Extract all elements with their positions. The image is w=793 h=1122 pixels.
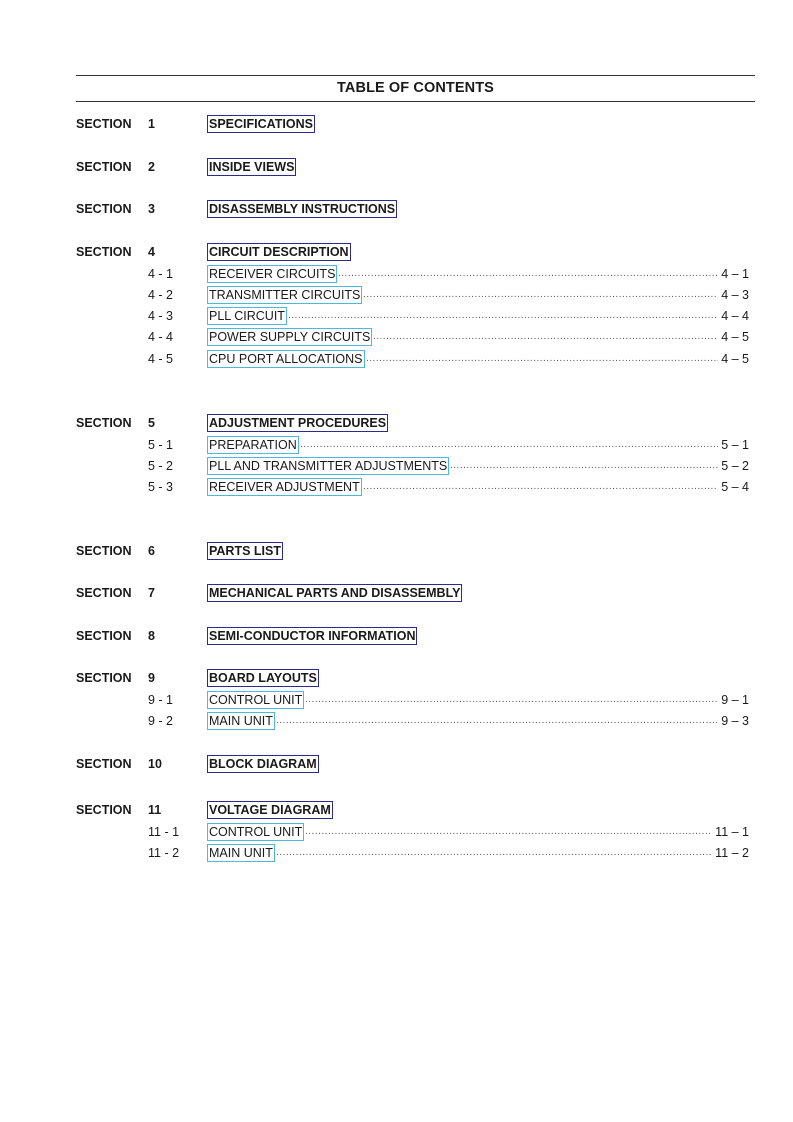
- entry-number: 11 - 1: [148, 824, 180, 839]
- entry-number: 5 - 3: [148, 480, 174, 495]
- section-number: 11: [148, 803, 162, 817]
- entry-page-number: 9 – 1: [721, 692, 749, 707]
- section-link[interactable]: BOARD LAYOUTS: [209, 671, 317, 685]
- entry-number: 11 - 2: [148, 845, 180, 860]
- section-number: 9: [148, 671, 155, 685]
- section-label: SECTION: [76, 202, 132, 216]
- section-number: 4: [148, 245, 155, 259]
- section-label: SECTION: [76, 245, 132, 259]
- dot-leader: [363, 479, 718, 495]
- section-link[interactable]: MECHANICAL PARTS AND DISASSEMBLY: [209, 586, 461, 600]
- section-number: 8: [148, 629, 155, 643]
- dot-leader: [288, 308, 718, 324]
- dot-leader: [450, 458, 718, 474]
- section-label: SECTION: [76, 117, 132, 131]
- toc-entry: [0, 266, 793, 282]
- entry-number: 4 - 4: [148, 330, 174, 345]
- entry-number: 9 - 1: [148, 692, 174, 707]
- section-number: 5: [148, 416, 155, 430]
- entry-page-number: 4 – 1: [721, 266, 749, 281]
- section-label: SECTION: [76, 544, 132, 558]
- section-link[interactable]: PARTS LIST: [209, 544, 281, 558]
- section-number: 10: [148, 757, 162, 771]
- entry-link[interactable]: CONTROL UNIT: [209, 692, 303, 707]
- entry-link[interactable]: TRANSMITTER CIRCUITS: [209, 287, 361, 302]
- dot-leader: [373, 329, 718, 345]
- dot-leader: [276, 845, 712, 861]
- dot-leader: [276, 713, 718, 729]
- section-label: SECTION: [76, 803, 132, 817]
- entry-page-number: 4 – 3: [721, 287, 749, 302]
- dot-leader: [300, 437, 718, 453]
- entry-link[interactable]: MAIN UNIT: [209, 713, 273, 728]
- dot-leader: [366, 351, 718, 367]
- toc-entry: [0, 458, 793, 474]
- section-number: 3: [148, 202, 155, 216]
- section-label: SECTION: [76, 757, 132, 771]
- entry-link[interactable]: CONTROL UNIT: [209, 824, 303, 839]
- section-number: 6: [148, 544, 155, 558]
- entry-page-number: 11 – 1: [715, 824, 749, 839]
- section-number: 2: [148, 160, 155, 174]
- toc-entry: [0, 824, 793, 840]
- entry-page-number: 5 – 4: [721, 480, 749, 495]
- top-rule: [76, 75, 755, 76]
- section-link[interactable]: DISASSEMBLY INSTRUCTIONS: [209, 202, 396, 216]
- toc-entry: [0, 351, 793, 367]
- section-link[interactable]: CIRCUIT DESCRIPTION: [209, 245, 349, 259]
- dot-leader: [305, 692, 718, 708]
- entry-link[interactable]: RECEIVER CIRCUITS: [209, 266, 336, 281]
- section-link[interactable]: SPECIFICATIONS: [209, 117, 313, 131]
- entry-page-number: 4 – 5: [721, 330, 749, 345]
- section-number: 1: [148, 117, 155, 131]
- toc-entry: [0, 845, 793, 861]
- toc-entry: [0, 437, 793, 453]
- section-label: SECTION: [76, 671, 132, 685]
- entry-number: 4 - 2: [148, 287, 174, 302]
- dot-leader: [338, 266, 718, 282]
- entry-number: 4 - 1: [148, 266, 174, 281]
- section-link[interactable]: BLOCK DIAGRAM: [209, 757, 317, 771]
- toc-entry: [0, 713, 793, 729]
- entry-number: 5 - 1: [148, 437, 174, 452]
- title-rule: [76, 101, 755, 102]
- section-label: SECTION: [76, 586, 132, 600]
- toc-entry: [0, 479, 793, 495]
- page-title: TABLE OF CONTENTS: [337, 80, 494, 96]
- entry-link[interactable]: PLL CIRCUIT: [209, 309, 285, 324]
- section-label: SECTION: [76, 160, 132, 174]
- entry-number: 9 - 2: [148, 713, 174, 728]
- dot-leader: [305, 824, 712, 840]
- section-label: SECTION: [76, 629, 132, 643]
- entry-page-number: 5 – 1: [721, 437, 749, 452]
- entry-number: 4 - 5: [148, 351, 174, 366]
- toc-entry: [0, 287, 793, 303]
- section-number: 7: [148, 586, 155, 600]
- entry-page-number: 9 – 3: [721, 713, 749, 728]
- toc-entry: [0, 329, 793, 345]
- section-link[interactable]: ADJUSTMENT PROCEDURES: [209, 416, 387, 430]
- entry-number: 5 - 2: [148, 458, 174, 473]
- section-link[interactable]: SEMI-CONDUCTOR INFORMATION: [209, 629, 416, 643]
- entry-link[interactable]: RECEIVER ADJUSTMENT: [209, 480, 360, 495]
- entry-link[interactable]: PREPARATION: [209, 437, 297, 452]
- entry-page-number: 11 – 2: [715, 845, 749, 860]
- entry-page-number: 4 – 4: [721, 309, 749, 324]
- section-link[interactable]: INSIDE VIEWS: [209, 160, 295, 174]
- entry-page-number: 4 – 5: [721, 351, 749, 366]
- dot-leader: [363, 287, 718, 303]
- toc-entry: [0, 308, 793, 324]
- entry-number: 4 - 3: [148, 309, 174, 324]
- entry-page-number: 5 – 2: [721, 458, 749, 473]
- entry-link[interactable]: PLL AND TRANSMITTER ADJUSTMENTS: [209, 458, 448, 473]
- toc-entry: [0, 692, 793, 708]
- entry-link[interactable]: POWER SUPPLY CIRCUITS: [209, 330, 371, 345]
- entry-link[interactable]: CPU PORT ALLOCATIONS: [209, 351, 363, 366]
- section-label: SECTION: [76, 416, 132, 430]
- entry-link[interactable]: MAIN UNIT: [209, 845, 273, 860]
- section-link[interactable]: VOLTAGE DIAGRAM: [209, 803, 331, 817]
